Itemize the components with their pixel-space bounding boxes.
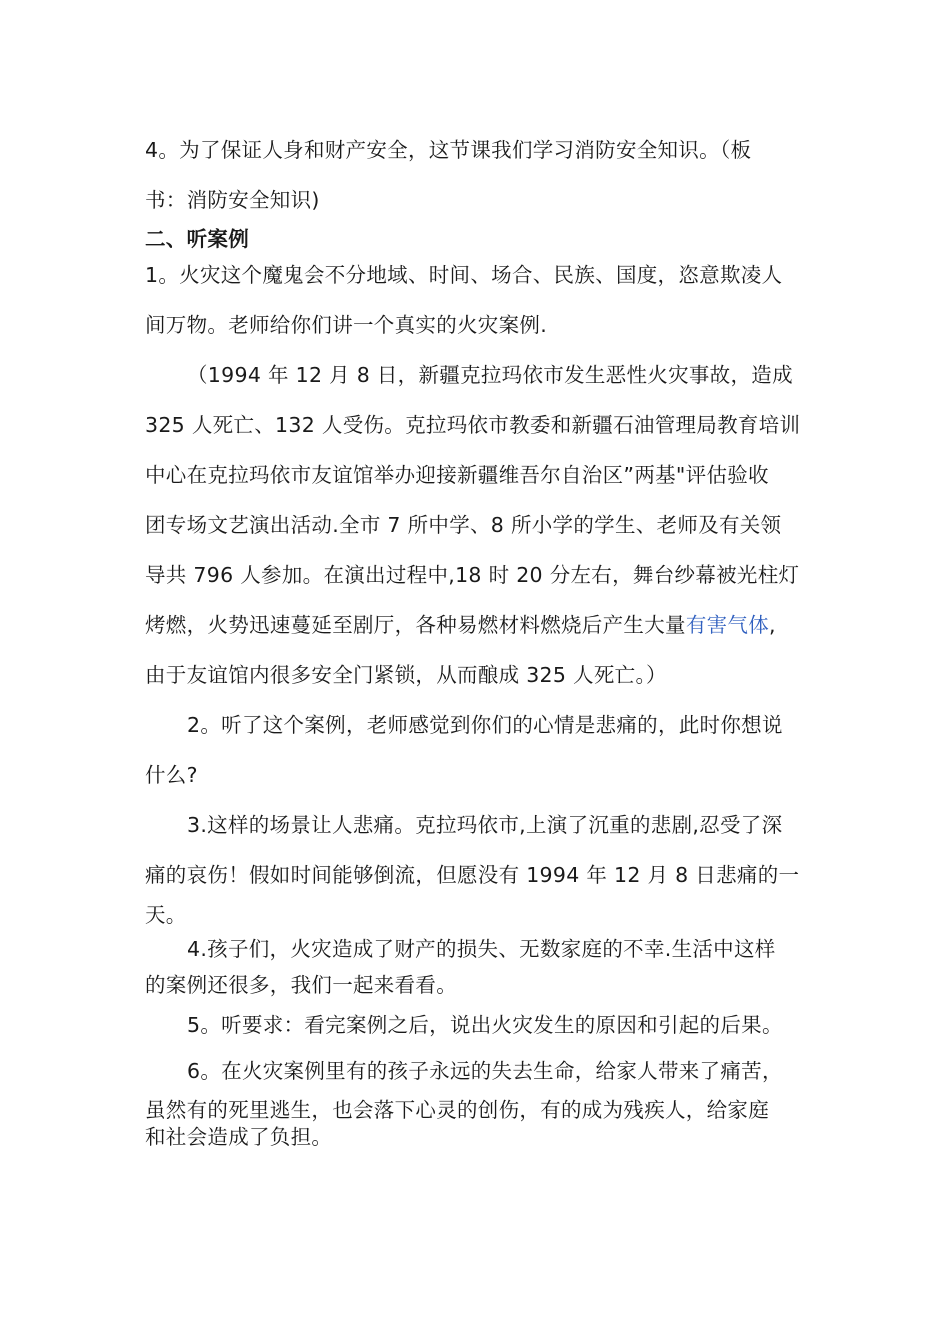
paragraph-1-line-2: 间万物。老师给你们讲一个真实的火灾案例. — [145, 313, 548, 337]
paragraph-1-line-1: 1。火灾这个魔鬼会不分地域、时间、场合、民族、国度，恣意欺凌人 — [145, 263, 783, 287]
paragraph-4-line-1: 4.孩子们，火灾造成了财产的损失、无数家庭的不幸.生活中这样 — [187, 937, 776, 961]
case-line-2: 325 人死亡、132 人受伤。克拉玛依市教委和新疆石油管理局教育培训 — [145, 413, 801, 437]
paragraph-6-line-3: 和社会造成了负担。 — [145, 1125, 333, 1149]
case-line-7: 由于友谊馆内很多安全门紧锁，从而酿成 325 人死亡。） — [145, 663, 667, 687]
case-line-6 — [145, 611, 776, 639]
case-line-6-text: 烤燃，火势迅速蔓延至剧厅，各种易燃材料燃烧后产生大量 — [145, 613, 686, 637]
paragraph-3-line-2: 痛的哀伤！假如时间能够倒流，但愿没有 1994 年 12 月 8 日悲痛的一 — [145, 863, 800, 887]
paragraph-2-line-2: 什么? — [145, 763, 198, 787]
paragraph-6-line-1: 6。在火灾案例里有的孩子永远的失去生命，给家人带来了痛苦， — [187, 1059, 783, 1083]
case-line-3: 中心在克拉玛依市友谊馆举办迎接新疆维吾尔自治区”两基"评估验收 — [145, 463, 769, 487]
paragraph-5-line-1: 5。听要求：看完案例之后，说出火灾发生的原因和引起的后果。 — [187, 1013, 783, 1037]
harmful-gas-link[interactable]: 有害气体 — [685, 613, 770, 637]
intro-paragraph-line-2: 书：消防安全知识) — [145, 188, 320, 212]
case-line-4: 团专场文艺演出活动.全市 7 所中学、8 所小学的学生、老师及有关领 — [145, 513, 782, 537]
paragraph-2-line-1: 2。听了这个案例，老师感觉到你们的心情是悲痛的，此时你想说 — [187, 713, 783, 737]
paragraph-3-line-3: 天。 — [145, 903, 187, 927]
case-line-5: 导共 796 人参加。在演出过程中,18 时 20 分左右，舞台纱幕被光柱灯 — [145, 563, 800, 587]
paragraph-4-line-2: 的案例还很多，我们一起来看看。 — [145, 973, 457, 997]
case-line-6-comma: , — [769, 613, 776, 637]
case-line-1: （1994 年 12 月 8 日，新疆克拉玛依市发生恶性火灾事故，造成 — [187, 363, 793, 387]
section-heading: 二、听案例 — [145, 227, 249, 251]
paragraph-3-line-1: 3.这样的场景让人悲痛。克拉玛依市,上演了沉重的悲剧,忍受了深 — [187, 813, 783, 837]
paragraph-6-line-2: 虽然有的死里逃生，也会落下心灵的创伤，有的成为残疾人，给家庭 — [145, 1098, 769, 1122]
intro-paragraph-line-1: 4。为了保证人身和财产安全，这节课我们学习消防安全知识。（板 — [145, 138, 752, 162]
